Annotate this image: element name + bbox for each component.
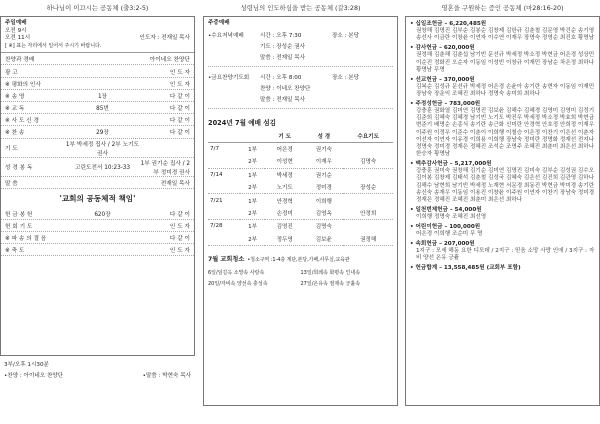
service-order-row <box>1 139 194 158</box>
service-order-cell: 다 같 이 <box>169 106 190 113</box>
schedule-row <box>208 220 393 233</box>
service-order-row <box>1 65 194 77</box>
offering-category <box>410 77 595 99</box>
service-order-row <box>1 220 194 232</box>
schedule-cell: 2부 <box>240 233 265 246</box>
schedule-cell: 김영진 <box>276 224 293 231</box>
service-order-row <box>1 244 194 256</box>
service-order-cell: 다 같 이 <box>169 118 190 125</box>
offering-category <box>410 207 595 221</box>
offering-heading: • 십일조헌금 – 6,220,485원 <box>410 21 487 27</box>
schedule-row <box>208 155 393 168</box>
service-order-cell: 85번 <box>96 106 109 113</box>
schedule-cell <box>343 168 393 181</box>
schedule-cell: 김보윤 <box>304 233 343 246</box>
schedule-cell <box>208 155 240 168</box>
service-order-cell: 1부 박세정 집사 / 2부 노기도 권사 <box>65 141 140 157</box>
offering-category <box>410 161 595 204</box>
cleaning-title: 7월 교회청소 <box>208 256 245 264</box>
schedule-cell: 2부 <box>240 181 265 194</box>
service-order-row <box>1 158 194 177</box>
service-order-cell: ※ 축 도 <box>5 248 25 255</box>
offering-names: 이희행 정명숙 조혜진 최선영 <box>416 214 487 221</box>
sermon-theme: '교회의 공동체적 책임' <box>59 193 136 203</box>
schedule-title: 2024년 7월 예배 섬김 <box>208 118 277 127</box>
service-order-row <box>1 90 194 102</box>
schedule-cell: 7/14 <box>210 171 223 178</box>
offering-box <box>405 16 600 406</box>
wed-name: •수요저녁예배 <box>208 32 244 39</box>
service-order-cell: 1부 권기순 집사 / 2부 정미경 권사 <box>140 160 190 176</box>
offering-names: 권정해 김춘해 김춘섭 남기빈 문선규 박세정 박소정 박현금 어은경 성상민 이순진 정화진 오순자 이동임 이성빈 이창규 이재민 장남순 차은정 최하나 황명남 무명 <box>416 52 595 73</box>
schedule-cell: 2부 <box>240 207 265 220</box>
offering-names: 어은경 이희행 조순미 무 명 <box>416 231 483 238</box>
order-of-worship-box <box>0 16 195 356</box>
schedule-cell: 어은경 <box>276 147 293 154</box>
schedule-cell: 박세정 <box>276 172 293 179</box>
schedule-cell: 7/21 <box>210 197 223 204</box>
service-order-cell: 다 같 이 <box>169 93 190 100</box>
order-of-worship-panel <box>0 0 195 424</box>
service-order-cell: 인 도 자 <box>169 248 190 255</box>
offering-names: 강충훈 권미숙 권창해 김기순 김미연 김명진 김미숙 김부순 김성권 김수오 김이봉 김창제 김태석 김춘철 김성국 김혜숙 김은선 김진희 김관영 김하나 김해수 남현희 남기빈 박세정 노재현 서문경 최동진 박현금 박미경 송기란 송신숙 송재우 이동임 이용진 이창윤 이주원 이연자 이찬기 장남숙 정미경 정재은 정혜진 조혜진 최춘미 최은선 최하나 <box>416 168 595 204</box>
service-order-cell: 620장 <box>94 211 111 218</box>
offering-panel <box>405 0 600 424</box>
worship-title: 주일예배 <box>5 20 27 26</box>
schedule-cell: 2부 <box>240 155 265 168</box>
panel1-title: 하나님이 이끄시는 공동체 (출3:2-5) <box>46 4 149 12</box>
service-order-cell: ※ 사 도 신 경 <box>5 118 39 125</box>
schedule-header-cell: 성 경 <box>304 130 343 143</box>
wed-time: 시간 : 오후 7:30 <box>260 32 302 39</box>
offering-category <box>410 224 595 238</box>
offering-heading: • 선교헌금 – 370,000원 <box>410 76 475 83</box>
offering-category <box>410 101 595 159</box>
panel2-title: 성령님의 인도하심을 받는 공동체 (갈3:28) <box>240 4 361 12</box>
wed-place: 장소 : 본당 <box>332 32 360 39</box>
offering-heading: • 속회헌금 – 207,000원 <box>410 240 475 247</box>
service-order-cell: 다 같 이 <box>169 236 190 243</box>
service-order-row <box>1 102 194 114</box>
offering-heading: • 헌금합계 – 13,558,485원 (교회부 포함) <box>410 265 521 272</box>
service-schedule-table <box>208 130 393 246</box>
service-order-cell: 인 도 자 <box>169 224 190 230</box>
midweek-title: 주중예배 <box>208 20 230 26</box>
schedule-header-cell: 기 도 <box>265 130 304 143</box>
schedule-cell <box>343 142 393 155</box>
friday-service <box>208 75 393 109</box>
service-order-row <box>1 78 194 90</box>
schedule-cell <box>343 220 393 233</box>
schedule-cell: 1부 <box>248 198 258 205</box>
schedule-cell: 7/28 <box>210 223 223 230</box>
cleaning-item: 27일/온유속 절제속 긍휼속 <box>300 281 361 288</box>
schedule-row <box>208 142 393 155</box>
fri-sermon: 말씀 : 전재일 목사 <box>260 96 306 103</box>
worship-leader: 인도자 : 전재일 목사 <box>139 34 190 41</box>
time-line-1: 오전 9시 <box>5 27 27 34</box>
schedule-cell: 권기숙 <box>315 147 332 154</box>
service-order-cell: 인 도 자 <box>169 81 190 88</box>
service-order-list <box>1 53 194 189</box>
service-order-cell: ※ 송 영 <box>5 93 25 100</box>
schedule-cell: 안정희 <box>343 207 393 220</box>
schedule-cell: 1부 <box>248 224 258 231</box>
schedule-cell: 안경혁 <box>276 198 293 205</box>
schedule-row <box>208 207 393 220</box>
service-order-row <box>1 126 194 138</box>
offering-names: 권창해 김명진 김부순 김봉순 김창제 김한규 김춘철 김문영 박건순 송기영 송선사 이금란 이창윤 이연자 이수연 이재우 장명숙 정영순 최진호 황명남 <box>416 28 595 42</box>
service-order-row <box>1 177 194 189</box>
schedule-cell <box>343 194 393 207</box>
service-order-cell: 광 고 <box>5 69 18 76</box>
service-order-cell: 29장 <box>96 130 109 137</box>
service-order-row <box>1 53 194 65</box>
fri-place: 장소 : 본당 <box>332 74 360 81</box>
schedule-cell <box>208 233 240 246</box>
service-order-cell: 다 같 이 <box>169 211 190 218</box>
offering-names: 1지구 : 모세 해동 요한 디모데 / 2지구 : 믿음 소망 사랑 인애 / 3지구 : 자비 양선 온유 긍휼 <box>416 248 595 262</box>
offering-heading: • 감사헌금 – 620,000원 <box>410 45 475 52</box>
cleaning-item: 6일/임길옥 소망속 사랑속 <box>208 270 265 277</box>
schedule-header-cell <box>240 130 265 143</box>
wednesday-service <box>208 33 393 67</box>
panel3-title: 영혼을 구원하는 증인 공동체 (마28:16-20) <box>441 4 564 12</box>
offering-category <box>410 241 595 263</box>
standing-note: [ ※] 표는 자리에서 일어서 주시기 바랍니다. <box>1 42 194 53</box>
schedule-cell: 노기도 <box>265 181 304 194</box>
time-line-2: 오전 11시 <box>5 34 31 41</box>
offering-names: 강충훈 권화열 김미연 김명진 김보윤 김해수 김혜경 김영미 김영미 김정기 김준희 김혜숙 김혜경 남기빈 노기도 박진우 박세정 박소정 박효희 박현금 변준기 배명순 손종식 송기란 송근화 신미란 안경혁 안호정 안희정 이재우 이주원 이정우 이준수 이춘이 이희행 이철승 이은정 이찬기 이은선 이춘자 이선자 이연자 이유경 이희용 이희행 장남숙 정미란 정명화 정재선 전지나 정명숙 정미경 정재은 정혜진 조석순 조명주 조혜진 최춘미 최은선 최하나 한승자 황명남 <box>416 108 595 158</box>
service-order-cell: 고린도전서 10:23-33 <box>75 165 130 172</box>
afternoon-praise: •찬양 : 아이네오 찬양단 <box>4 372 64 379</box>
service-order-cell: 헌 회 기 도 <box>5 224 33 230</box>
schedule-header-cell <box>208 130 240 143</box>
service-order-cell: ※ 찬 송 <box>5 130 25 137</box>
schedule-row <box>208 233 393 246</box>
service-order-cell: ※ 평화의 인사 <box>5 81 41 88</box>
service-order-cell: ※ 파 송 의 결 음 <box>5 236 47 243</box>
offering-heading: • 일천번제헌금 – 54,000원 <box>410 206 482 213</box>
offering-heading: • 어린이헌금 – 100,000원 <box>410 223 481 230</box>
weekly-service-box <box>203 16 398 406</box>
schedule-cell: 김영옥 <box>304 207 343 220</box>
fri-name: •금요찬양기도회 <box>208 74 250 81</box>
wed-sermon: 말씀 : 전재일 목사 <box>260 54 306 61</box>
wed-prayer: 기도 : 장성순 권사 <box>260 43 306 50</box>
offering-heading: • 주정성헌금 – 783,000원 <box>410 100 481 107</box>
schedule-cell: 정미경 <box>304 181 343 194</box>
afternoon-service-time: 3부/오후 1시30분 <box>4 362 49 368</box>
offering-heading: • 맥추감사헌금 – 5,217,000원 <box>410 161 492 168</box>
service-order-cell: 말 씀 <box>5 180 18 187</box>
afternoon-sermon: •말씀 : 박현숙 목사 <box>142 372 191 379</box>
service-order-cell: 헌 금 봉 헌 <box>5 211 33 218</box>
schedule-cell: 장성순 <box>343 181 393 194</box>
schedule-cell <box>208 207 240 220</box>
weekly-service-panel <box>203 0 398 424</box>
offering-category <box>410 21 595 43</box>
service-order-row <box>1 208 194 220</box>
offering-category <box>410 45 595 74</box>
fri-praise: 찬양 : 이네오 찬양단 <box>260 85 311 92</box>
service-order-cell: 인 도 자 <box>169 69 190 76</box>
schedule-header-cell: 수요기도 <box>343 130 393 143</box>
service-order-cell: 기 도 <box>5 146 18 153</box>
offering-names: 김복순 김성규 문선규 박세정 어은경 손윤아 송기란 송현자 이동임 이재민 장남숙 장운익 조혜진 최하나 정명숙 송미희 최하나 <box>416 83 595 98</box>
schedule-cell: 권기순 <box>315 172 332 179</box>
schedule-cell: 김명숙 <box>343 155 393 168</box>
service-order-cell: 다 같 이 <box>169 130 190 137</box>
service-order-cell: 성 경 봉 독 <box>5 165 33 172</box>
service-order-cell: 1장 <box>97 93 108 100</box>
offering-category <box>410 265 595 272</box>
schedule-cell: 손정미 <box>265 207 304 220</box>
schedule-cell: 김명숙 <box>315 224 332 231</box>
fri-time: 시간 : 오후 8:00 <box>260 74 302 81</box>
cleaning-list <box>208 267 393 289</box>
schedule-cell: 권정해 <box>343 233 393 246</box>
service-order-cell: 전재일 목사 <box>160 180 190 187</box>
cleaning-item: 13일/희레속 화평속 인내속 <box>300 270 361 277</box>
cleaning-item: 20일/자비속 양선속 충성속 <box>208 281 268 288</box>
schedule-cell: 1부 <box>248 172 258 179</box>
schedule-row <box>208 168 393 181</box>
service-order-row <box>1 232 194 244</box>
service-order-row <box>1 114 194 126</box>
schedule-row <box>208 181 393 194</box>
schedule-cell: 이재우 <box>304 155 343 168</box>
service-order-cell: 아이네오 찬양단 <box>149 57 190 64</box>
service-order-cell: ※ 교 독 <box>5 106 25 113</box>
cleaning-note: •청소구역 :1-4층 계단,본당,가페,사무실,교육관 <box>247 257 350 264</box>
service-order-list-2 <box>1 208 194 257</box>
schedule-cell <box>208 181 240 194</box>
schedule-cell: 이성현 <box>265 155 304 168</box>
schedule-cell: 1부 <box>248 147 258 154</box>
schedule-row <box>208 194 393 207</box>
schedule-cell: 이희행 <box>315 198 332 205</box>
schedule-cell: 정두영 <box>265 233 304 246</box>
service-order-cell: 찬양과 경배 <box>5 57 35 64</box>
schedule-cell: 7/7 <box>210 146 220 153</box>
